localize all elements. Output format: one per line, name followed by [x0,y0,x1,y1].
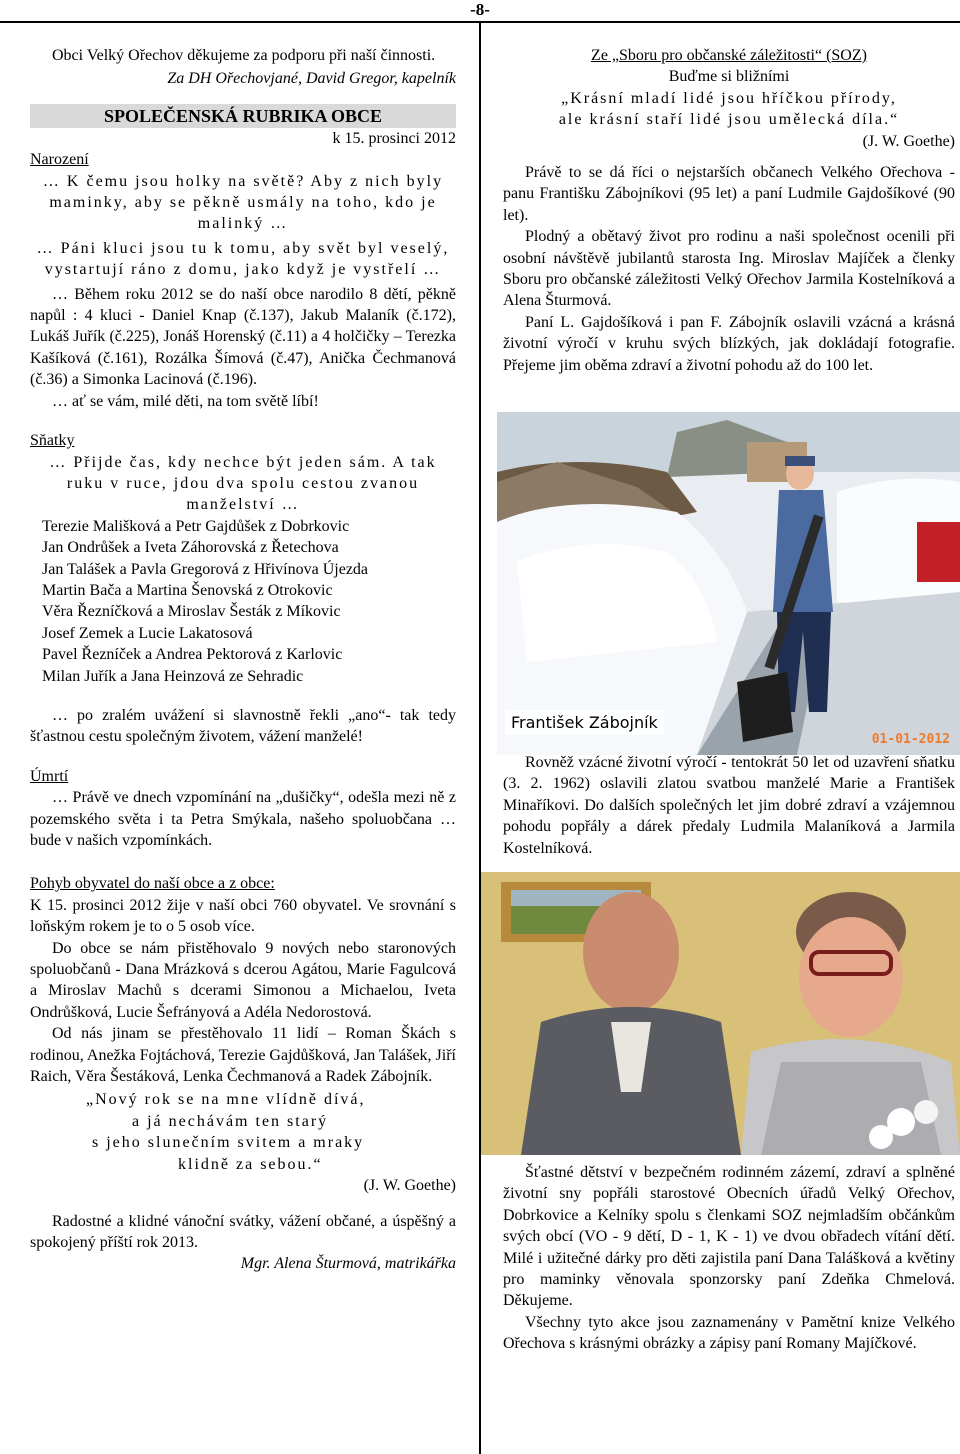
marriages-quote: … Přijde čas, kdy nechce být jeden sám. A tak ruku v ruce, jdou dva spolu cestou zvanou manželství … [49,453,437,514]
photo-caption: František Zábojník [505,710,664,735]
column-divider [479,23,481,1454]
registrar-signature: Mgr. Alena Šturmová, matrikářka [240,1255,456,1273]
left-column [30,45,456,1275]
list-item: Milan Juřík a Jana Heinzová ze Sehradic [42,667,304,685]
poem-line: a já nechávám ten starý [132,1112,329,1130]
memorial-book-text: Všechny tyto akce jsou zaznamenány v Pamětní knize Velkého Ořechova s krásnými obrázky a zápisy paní Romany Majíčkové. [503,1313,955,1353]
poem [30,1089,456,1175]
list-item: Jan Talášek a Pavla Gregorová z Hřivínova Újezda [42,560,369,578]
list-item: Věra Řezníčková a Miroslav Šesták z Míkovic [42,603,341,621]
poem-line: klidně za sebou.“ [178,1155,323,1173]
children-welcome-text: Šťastné dětství v bezpečném rodinném zázemí, zdraví a splněné životní sny popřáli starostové Obecních úřadů Velký Ořechov, Dobrkovice a Kelníky spolu s členkami SOZ nejmladším občánkům svých obcí (VO - 9 dětí, D - 1, K - 1) ve dvou obřadech vítání dětí. Milé i užitečné dárky pro děti zajistila paní Dana Talášková a květiny pro maminky věnovala sponzorsky paní Zdeňka Chmelová. Děkujeme. [503,1164,955,1310]
soz-author: (J. W. Goethe) [862,132,955,150]
poem-author: (J. W. Goethe) [363,1177,456,1195]
poem-line: „Nový rok se na mne vlídně dívá, [86,1091,366,1109]
elders-wish: Paní L. Gajdošíková i pan F. Zábojník oslavili vzácná a krásná životní výročí v kruhu svých blízkých, jak dokládají fotografie. Přejeme jim oběma zdraví a životní pohodu až do 100 let. [503,313,955,374]
movement-arrivals: Do obce se nám přistěhovalo 9 nových nebo staronových spoluobčanů - Dana Mrázková s dcerou Agátou, Marie Fagulcová a Miroslav Machů s dcerami Simonou a Michaelou, Iveta Ondrůšková, Lucie Šefrányová a Adéla Nedorostová. [30,939,456,1021]
page-number: -8- [470,0,490,19]
births-wish: … ať se vám, milé děti, na tom světě líbí! [52,392,319,410]
movement-heading: Pohyb obyvatel do naší obce a z obce: [30,875,275,893]
deaths-text: … Právě ve dnech vzpomínání na „dušičky“, odešla mezi ně z pozemského světa i ta Petra Smýkala, našeho spoluobčana … bude v našich vzpomínkách. [30,789,456,849]
soz-subheading: Buďme si bližními [668,68,790,86]
thanks-text: Obci Velký Ořechov děkujeme za podporu při naší činnosti. [52,47,436,64]
births-quote-boys: … Páni kluci jsou tu k tomu, aby svět byl veselý, vystartují ráno z domu, jako když je vystřelí … [36,239,450,279]
soz-quote-line: ale krásní staří lidé jsou umělecká díla.“ [558,111,900,129]
closing-wish: Radostné a klidné vánoční svátky, vážení občané, a úspěšný a spokojený příští rok 2013. [30,1212,456,1251]
photo-couple [481,872,960,1155]
list-item: Jan Ondrůšek a Iveta Záhorovská z Řetechova [42,539,339,557]
marriages-heading: Sňatky [30,432,75,450]
elders-visit: Plodný a obětavý život pro rodinu a naši společnost ocenili při osobní návštěvě jubilantů starosta Ing. Miroslav Majíček a členky Sboru pro občanské záležitosti Velký Ořechov Jarmila Kostelníková a Alena Šturmová. [503,228,955,310]
births-text: … Během roku 2012 se do naší obce narodilo 8 dětí, pěkně napůl : 4 kluci - Daniel Knap (č.137), Jakub Malaník (č.172), Lukáš Juřík (č.225), Jonáš Horenský (č.11) a 4 holčičky – Terezka Kašíková (č.161), Rozálka Šímová (č.47), Anička Čechmanová (č.36) a Simonka Lacinová (č.196). [30,285,456,389]
right-column-bottom [503,1162,955,1355]
list-item: Pavel Řezníček a Andrea Pektorová z Karlovic [42,646,343,664]
list-item: Martin Bača a Martina Šenovská z Otrokovic [42,581,333,599]
snow-scene-image [497,412,960,755]
right-column-top [503,45,955,376]
births-heading: Narození [30,151,89,169]
couples-list [30,516,456,687]
list-item: Terezie Mališková a Petr Gajdůšek z Dobrkovic [42,517,350,535]
marriages-text: … po zralém uvážení si slavnostně řekli „ano“- tak tedy šťastnou cestu společným životem, vážení manželé! [30,706,456,746]
list-item: Josef Zemek a Lucie Lakatosová [42,624,253,642]
poem-line: s jeho slunečním svitem a mraky [92,1134,365,1152]
soz-quote-line: „Krásní mladí lidé jsou hříčkou přírody, [561,89,897,107]
thanks-signature: Za DH Ořechovjané, David Gregor, kapelník [167,70,456,88]
elders-intro: Právě to se dá říci o nejstarších občanech Velkého Ořechova - panu Františku Zábojníkovi (95 let) a paní Ludmile Gajdošíkové (90 let). [503,164,955,224]
photo-date-stamp: 01-01-2012 [871,732,950,747]
deaths-heading: Úmrtí [30,767,69,785]
movement-departures: Od nás jinam se přestěhovalo 11 lidí – Roman Škách s rodinou, Anežka Fojtáchová, Terezie Gajdůšková, Jan Talášek, Jiří Raich, Věra Šestáková, Lenka Čechmanová a Radek Zábojník. [30,1025,456,1086]
movement-count: K 15. prosinci 2012 žije v naší obci 760 obyvatel. Ve srovnání s loňským rokem je to o 5 osob více. [30,896,456,936]
photo-snow-street [497,412,960,755]
soz-heading: Ze „Sboru pro občanské záležitosti“ (SOZ) [591,47,867,64]
rubric-date: k 15. prosinci 2012 [332,129,456,147]
golden-wedding-text-block [503,752,955,859]
couple-image [481,872,960,1155]
golden-wedding-text: Rovněž vzácné životní výročí - tentokrát 50 let od uzavření sňatku (3. 2. 1962) oslavili zlatou svatbou manželé Marie a František Minaříkovi. Do dalších společných let jim dobré zdraví a vzájemnou pohodu popřály a dárek předaly Ludmila Malaníková a Jarmila Kostelníková. [503,754,955,857]
rubric-title: SPOLEČENSKÁ RUBRIKA OBCE [30,104,456,128]
births-quote-girls: … K čemu jsou holky na světě? Aby z nich byly maminky, aby se pěkně usmály na toho, kdo je malinký … [42,172,444,233]
